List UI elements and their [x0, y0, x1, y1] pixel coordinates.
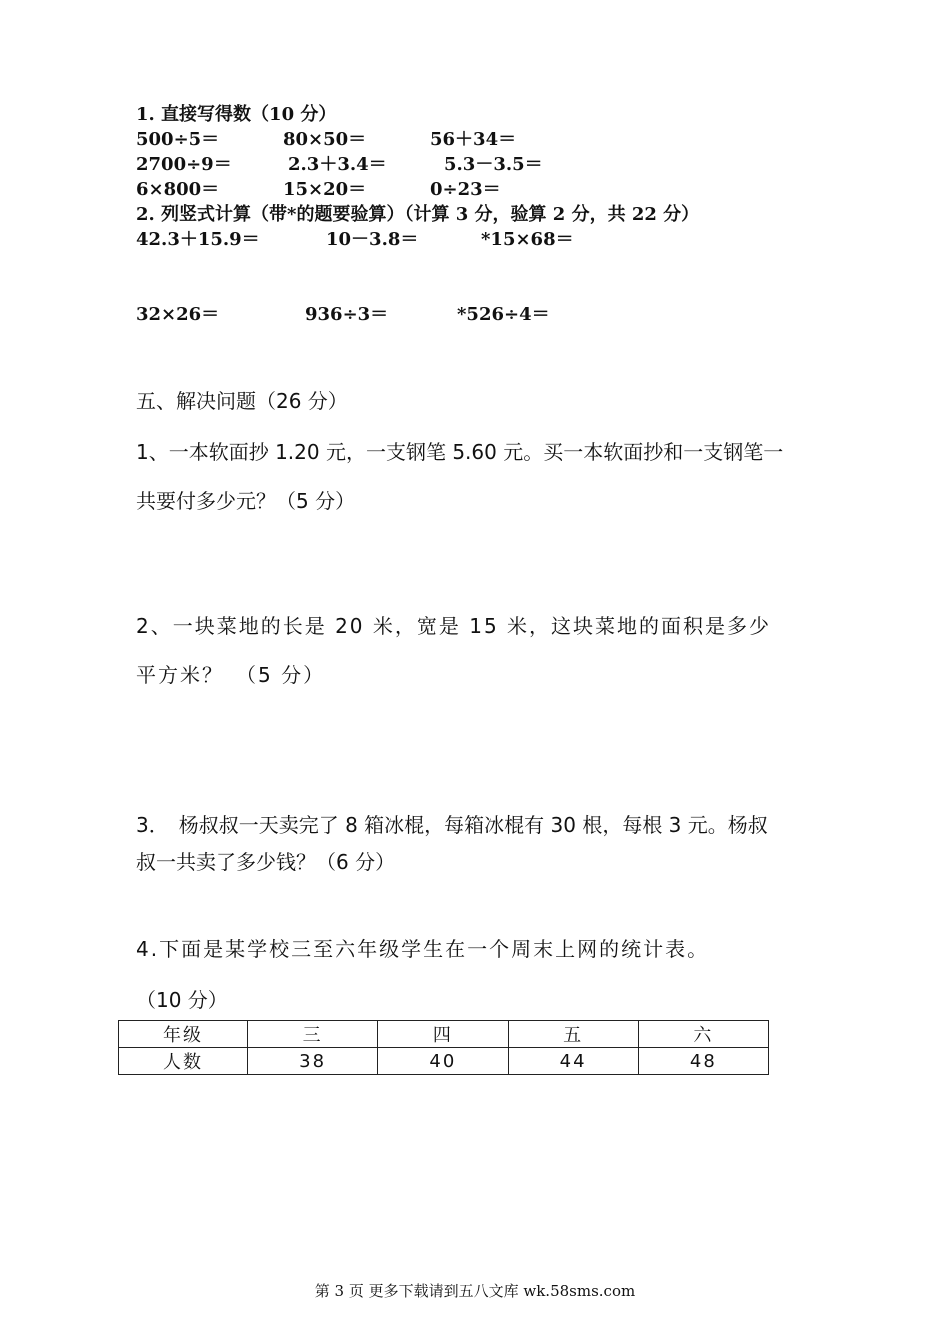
q1-item: 2700÷9＝	[136, 154, 232, 175]
stats-table	[118, 1020, 769, 1075]
table-cell: 44	[508, 1048, 638, 1075]
q2-item: 936÷3＝	[305, 304, 389, 325]
q1-item: 5.3－3.5＝	[444, 154, 543, 175]
table-cell: 人数	[119, 1048, 248, 1075]
table-cell: 年级	[119, 1021, 248, 1048]
q1-item: 80×50＝	[283, 129, 367, 150]
problem1-line2: 共要付多少元？（5 分）	[136, 489, 356, 513]
q1-item: 500÷5＝	[136, 129, 220, 150]
q2-item: 42.3＋15.9＝	[136, 229, 260, 250]
section5-title: 五、解决问题（26 分）	[136, 389, 348, 413]
table-cell: 38	[248, 1048, 378, 1075]
table-row	[119, 1048, 769, 1075]
q1-item: 6×800＝	[136, 179, 220, 200]
q2-item: *15×68＝	[481, 229, 574, 250]
q2-item: 10－3.8＝	[326, 229, 419, 250]
q2-item: 32×26＝	[136, 304, 220, 325]
q1-item: 15×20＝	[283, 179, 367, 200]
q1-item: 0÷23＝	[430, 179, 501, 200]
problem4-line1: 4.下面是某学校三至六年级学生在一个周末上网的统计表。	[136, 937, 710, 961]
problem4-line2: （10 分）	[136, 988, 228, 1012]
problem2-line2: 平方米？ （5 分）	[136, 663, 326, 687]
problem3-line2: 叔一共卖了多少钱？（6 分）	[136, 850, 396, 874]
q1-title: 1. 直接写得数（10 分）	[136, 104, 337, 125]
table-cell: 40	[378, 1048, 508, 1075]
table-cell: 五	[508, 1021, 638, 1048]
q1-item: 56＋34＝	[430, 129, 517, 150]
page-footer: 第 3 页 更多下载请到五八文库 wk.58sms.com	[314, 1282, 636, 1300]
table-cell: 三	[248, 1021, 378, 1048]
table-cell: 48	[638, 1048, 768, 1075]
table-cell: 四	[378, 1021, 508, 1048]
problem1-line1: 1、一本软面抄 1.20 元，一支钢笔 5.60 元。买一本软面抄和一支钢笔一	[136, 440, 784, 464]
problem2-line1: 2、一块菜地的长是 20 米，宽是 15 米，这块菜地的面积是多少	[136, 614, 772, 638]
problem3-line1: 3． 杨叔叔一天卖完了 8 箱冰棍，每箱冰棍有 30 根，每根 3 元。杨叔	[136, 813, 768, 837]
table-row	[119, 1021, 769, 1048]
q1-item: 2.3＋3.4＝	[288, 154, 387, 175]
q2-title: 2. 列竖式计算（带*的题要验算）（计算 3 分，验算 2 分，共 22 分）	[136, 204, 700, 225]
q2-item: *526÷4＝	[457, 304, 550, 325]
table-cell: 六	[638, 1021, 768, 1048]
